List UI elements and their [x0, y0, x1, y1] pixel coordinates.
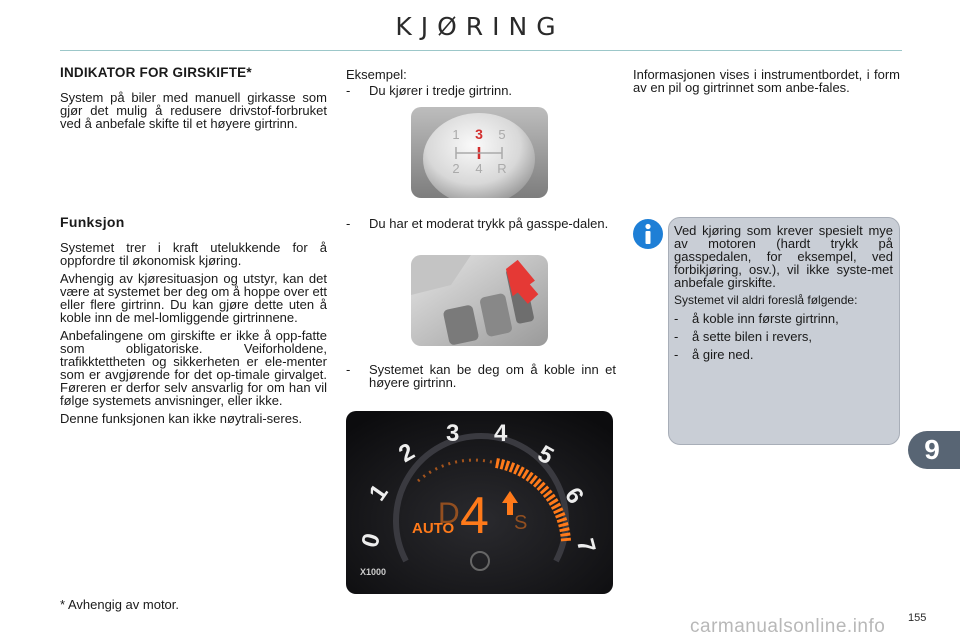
- dash-marker: -: [674, 329, 679, 344]
- display-s: S: [514, 512, 528, 534]
- dash-marker: -: [346, 362, 351, 377]
- example-step-3-text: Systemet kan be deg om å koble inn et høyere girtrinn.: [369, 362, 616, 390]
- gear-label-4: 4: [475, 161, 483, 176]
- chapter-number: 9: [924, 434, 940, 465]
- footnote: * Avhengig av motor.: [60, 597, 180, 612]
- title-divider: [60, 50, 902, 51]
- example-step-1: [346, 84, 616, 97]
- dash-marker: -: [346, 216, 351, 231]
- page-number: 155: [908, 612, 927, 624]
- gear-knob-image: [411, 107, 548, 198]
- subsection-heading: Funksjon: [60, 214, 125, 230]
- instrument-cluster-image: [346, 411, 613, 594]
- info-box-item-1-text: å koble inn første girtrinn,: [692, 311, 839, 326]
- info-text: Informasjonen vises i instrumentbordet, i form av en pil og girtrinnet som anbe-fales.: [633, 67, 900, 95]
- dial-5: 5: [532, 440, 559, 471]
- example-step-2: [346, 217, 616, 230]
- dash-marker: -: [674, 347, 679, 362]
- function-paragraph-2: Avhengig av kjøresituasjon og utstyr, kan det være at systemet ber deg om å hoppe over ett eller flere girtrinn. Du kan gjøre dette uten å koble inn de mel-lomliggende girtrinnene.: [60, 271, 327, 325]
- info-box: [668, 217, 900, 445]
- example-step-1-text: Du kjører i tredje girtrinn.: [369, 83, 513, 98]
- pedal-image: [411, 255, 548, 346]
- info-icon: [632, 218, 664, 250]
- gear-label-r: R: [497, 161, 507, 176]
- dial-4: 4: [494, 420, 508, 447]
- display-gear: 4: [460, 487, 489, 545]
- info-box-list-intro: Systemet vil aldri foreslå følgende:: [674, 293, 858, 307]
- watermark: carmanualsonline.info: [690, 616, 886, 637]
- scale-label: X1000: [360, 567, 387, 577]
- column-left: [60, 66, 327, 135]
- gear-label-5: 5: [498, 127, 506, 142]
- example-step-2-block: [346, 217, 616, 230]
- column-left-function: [60, 216, 327, 430]
- example-step-3: [346, 363, 616, 389]
- dial-0: 0: [356, 530, 386, 551]
- dash-marker: -: [346, 83, 351, 98]
- dial-2: 2: [394, 438, 420, 469]
- page-title: KJØRING: [395, 12, 565, 41]
- example-step-3-block: [346, 363, 616, 389]
- function-paragraph-4: Denne funksjonen kan ikke nøytrali-seres.: [60, 411, 303, 426]
- info-box-text: Ved kjøring som krever spesielt mye av motoren (hardt trykk på gasspedalen, for eksempel, ved forbikjøring, osv.), vil ikke syste-met anbefale girskifte.: [674, 223, 893, 290]
- section-heading: INDIKATOR FOR GIRSKIFTE*: [60, 65, 252, 80]
- intro-text: System på biler med manuell girkasse som gjør det mulig å redusere drivstof-forbruket ved å anbefale skifte til et høyere girtrinn.: [60, 90, 327, 131]
- dial-7: 7: [570, 535, 601, 556]
- dial-6: 6: [559, 482, 589, 510]
- info-box-item-3: [674, 348, 893, 361]
- example-step-2-text: Du har et moderat trykk på gasspe-dalen.: [369, 216, 609, 231]
- dial-3: 3: [446, 420, 460, 447]
- function-paragraph-3: Anbefalingene om girskifte er ikke å opp-fatte som obligatoriske. Veiforholdene, trafikktettheten og sikkerheten er ele-menter som er avgjørende for det op-timale girvalget. Føreren er derfor selv ansvarlig for om han vil følge systemets anvisninger, eller ikke.: [60, 328, 327, 408]
- info-box-item-3-text: å gire ned.: [692, 347, 754, 362]
- display-auto: AUTO: [412, 520, 455, 537]
- gear-label-1: 1: [452, 127, 460, 142]
- info-box-item-1: [674, 312, 893, 325]
- gear-label-2: 2: [452, 161, 460, 176]
- dash-marker: -: [674, 311, 679, 326]
- display-mode: D: [438, 497, 460, 530]
- function-paragraph-1: Systemet trer i kraft utelukkende for å oppfordre til økonomisk kjøring.: [60, 240, 327, 268]
- example-label: Eksempel:: [346, 67, 407, 82]
- info-box-item-2: [674, 330, 893, 343]
- gear-label-3: 3: [475, 126, 483, 142]
- example-block: [346, 68, 616, 97]
- dial-1: 1: [363, 479, 394, 506]
- info-box-item-2-text: å sette bilen i revers,: [692, 329, 812, 344]
